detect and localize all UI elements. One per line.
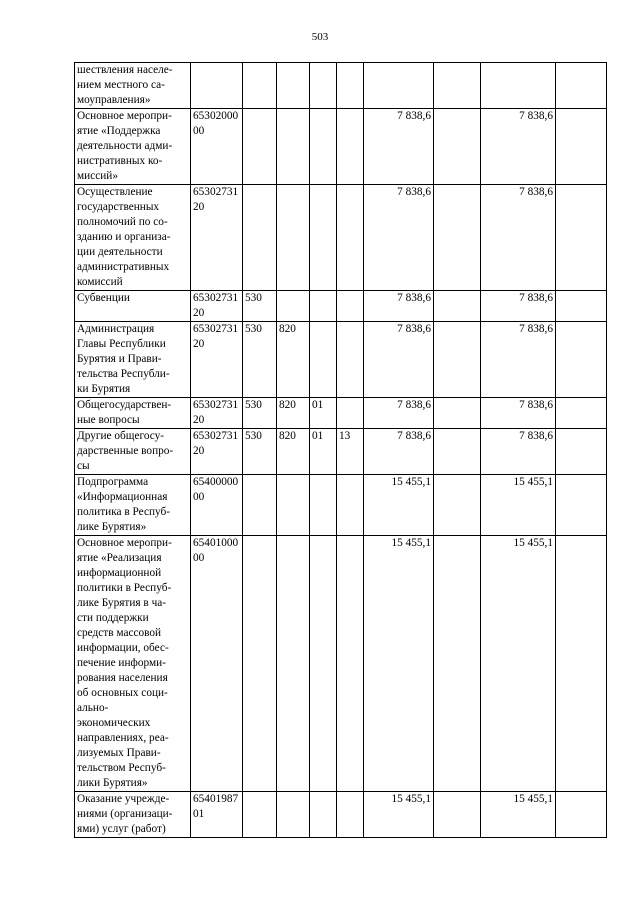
expense-type-cell bbox=[243, 475, 277, 536]
section-cell bbox=[310, 792, 337, 838]
cell-line: «Информационная bbox=[77, 491, 168, 503]
cell-line: полномочий по со- bbox=[77, 216, 168, 228]
empty-cell bbox=[556, 536, 607, 792]
cell-line: ятие «Поддержка bbox=[77, 125, 161, 137]
cell-line: ально- bbox=[77, 702, 109, 714]
table-row bbox=[75, 291, 607, 322]
amount-cell: 7 838,6 bbox=[364, 185, 434, 291]
table-row bbox=[75, 109, 607, 185]
empty-cell bbox=[556, 63, 607, 109]
row-name-cell bbox=[75, 322, 191, 398]
empty-cell bbox=[556, 475, 607, 536]
cell-line: об основных соци- bbox=[77, 687, 168, 699]
grbs-cell bbox=[277, 291, 310, 322]
cell-line: 20 bbox=[193, 338, 205, 350]
empty-cell bbox=[556, 185, 607, 291]
row-name-cell bbox=[75, 63, 191, 109]
grbs-cell bbox=[277, 63, 310, 109]
amount-cell: 7 838,6 bbox=[364, 322, 434, 398]
cell-line: 65302731 bbox=[193, 399, 239, 411]
section-cell bbox=[310, 291, 337, 322]
empty-cell bbox=[434, 536, 481, 792]
cell-line: лизуемых Прави- bbox=[77, 747, 161, 759]
empty-cell bbox=[434, 475, 481, 536]
section-cell bbox=[310, 475, 337, 536]
target-article-cell bbox=[191, 429, 243, 475]
cell-line: Главы Республики bbox=[77, 338, 166, 350]
cell-line: сы bbox=[77, 460, 90, 472]
grbs-cell: 820 bbox=[277, 398, 310, 429]
cell-line: 20 bbox=[193, 307, 205, 319]
cell-line: 65400000 bbox=[193, 476, 239, 488]
section-cell bbox=[310, 185, 337, 291]
target-article-cell bbox=[191, 109, 243, 185]
section-cell bbox=[310, 109, 337, 185]
cell-line: деятельности адми- bbox=[77, 140, 173, 152]
target-article-cell bbox=[191, 792, 243, 838]
empty-cell bbox=[556, 322, 607, 398]
empty-cell bbox=[556, 291, 607, 322]
section-cell bbox=[310, 322, 337, 398]
cell-line: ятие «Реализация bbox=[77, 552, 162, 564]
cell-line: Основное меропри- bbox=[77, 110, 172, 122]
page-number: 503 bbox=[311, 31, 329, 43]
amount-cell: 7 838,6 bbox=[364, 398, 434, 429]
target-article-cell bbox=[191, 475, 243, 536]
expense-type-cell bbox=[243, 536, 277, 792]
grbs-cell bbox=[277, 536, 310, 792]
subsection-cell bbox=[337, 536, 364, 792]
amount-cell: 15 455,1 bbox=[364, 792, 434, 838]
cell-line: 00 bbox=[193, 491, 205, 503]
cell-line: шествления населе- bbox=[77, 64, 173, 76]
subsection-cell bbox=[337, 185, 364, 291]
subsection-cell bbox=[337, 475, 364, 536]
target-article-cell bbox=[191, 398, 243, 429]
cell-line: государственных bbox=[77, 201, 160, 213]
grbs-cell: 820 bbox=[277, 322, 310, 398]
cell-line: 65302731 bbox=[193, 186, 239, 198]
cell-line: 65302731 bbox=[193, 323, 239, 335]
cell-line: 01 bbox=[193, 808, 205, 820]
cell-line: ные вопросы bbox=[77, 414, 140, 426]
empty-cell bbox=[434, 291, 481, 322]
subsection-cell bbox=[337, 322, 364, 398]
section-cell: 01 bbox=[310, 429, 337, 475]
cell-line: Бурятия и Прави- bbox=[77, 353, 162, 365]
expense-type-cell bbox=[243, 63, 277, 109]
cell-line: зданию и организа- bbox=[77, 231, 171, 243]
cell-line: административных bbox=[77, 261, 170, 273]
cell-line: Осуществление bbox=[77, 186, 153, 198]
grbs-cell bbox=[277, 185, 310, 291]
expense-type-cell bbox=[243, 109, 277, 185]
subsection-cell bbox=[337, 63, 364, 109]
cell-line: лике Бурятия в ча- bbox=[77, 597, 167, 609]
row-name-cell bbox=[75, 185, 191, 291]
empty-cell bbox=[556, 792, 607, 838]
empty-cell bbox=[556, 109, 607, 185]
amount-cell: 15 455,1 bbox=[481, 792, 556, 838]
amount-cell: 15 455,1 bbox=[481, 475, 556, 536]
table-row bbox=[75, 322, 607, 398]
row-name-cell bbox=[75, 536, 191, 792]
subsection-cell bbox=[337, 291, 364, 322]
cell-line: ями) услуг (работ) bbox=[77, 823, 166, 835]
cell-line: 65401987 bbox=[193, 793, 239, 805]
empty-cell bbox=[434, 185, 481, 291]
amount-cell: 7 838,6 bbox=[364, 291, 434, 322]
table-row bbox=[75, 792, 607, 838]
section-cell bbox=[310, 536, 337, 792]
empty-cell bbox=[434, 398, 481, 429]
cell-line: Субвенции bbox=[77, 292, 130, 304]
row-name-cell bbox=[75, 109, 191, 185]
amount-cell: 7 838,6 bbox=[481, 322, 556, 398]
cell-line: ции деятельности bbox=[77, 246, 163, 258]
table-row bbox=[75, 429, 607, 475]
cell-line: политики в Респуб- bbox=[77, 582, 172, 594]
subsection-cell bbox=[337, 398, 364, 429]
cell-line: средств массовой bbox=[77, 627, 162, 639]
cell-line: печение информи- bbox=[77, 657, 166, 669]
section-cell: 01 bbox=[310, 398, 337, 429]
table-body bbox=[75, 63, 607, 838]
cell-line: Администрация bbox=[77, 323, 155, 335]
cell-line: политика в Респуб- bbox=[77, 506, 171, 518]
empty-cell bbox=[434, 792, 481, 838]
budget-table bbox=[74, 62, 607, 838]
target-article-cell bbox=[191, 291, 243, 322]
empty-cell bbox=[434, 109, 481, 185]
cell-line: информации, обес- bbox=[77, 642, 169, 654]
subsection-cell: 13 bbox=[337, 429, 364, 475]
grbs-cell bbox=[277, 475, 310, 536]
expense-type-cell: 530 bbox=[243, 322, 277, 398]
cell-line: Подпрограмма bbox=[77, 476, 149, 488]
amount-cell bbox=[364, 63, 434, 109]
amount-cell: 15 455,1 bbox=[364, 475, 434, 536]
target-article-cell bbox=[191, 322, 243, 398]
target-article-cell bbox=[191, 63, 243, 109]
cell-line: рования населения bbox=[77, 672, 168, 684]
table-row bbox=[75, 536, 607, 792]
amount-cell: 7 838,6 bbox=[481, 109, 556, 185]
amount-cell: 7 838,6 bbox=[364, 429, 434, 475]
amount-cell: 7 838,6 bbox=[481, 185, 556, 291]
cell-line: лики Бурятия» bbox=[77, 777, 148, 789]
empty-cell bbox=[556, 398, 607, 429]
empty-cell bbox=[434, 63, 481, 109]
empty-cell bbox=[434, 322, 481, 398]
amount-cell: 15 455,1 bbox=[481, 536, 556, 792]
cell-line: информационной bbox=[77, 567, 162, 579]
grbs-cell bbox=[277, 109, 310, 185]
cell-line: лике Бурятия» bbox=[77, 521, 147, 533]
amount-cell: 7 838,6 bbox=[481, 291, 556, 322]
cell-line: ки Бурятия bbox=[77, 383, 131, 395]
cell-line: Общегосударствен- bbox=[77, 399, 172, 411]
amount-cell: 7 838,6 bbox=[481, 398, 556, 429]
cell-line: 65302731 bbox=[193, 430, 239, 442]
table-row bbox=[75, 398, 607, 429]
cell-line: ниями (организаци- bbox=[77, 808, 173, 820]
cell-line: 65302000 bbox=[193, 110, 239, 122]
grbs-cell: 820 bbox=[277, 429, 310, 475]
expense-type-cell bbox=[243, 185, 277, 291]
cell-line: Основное меропри- bbox=[77, 537, 172, 549]
cell-line: 20 bbox=[193, 445, 205, 457]
cell-line: нистративных ко- bbox=[77, 155, 163, 167]
empty-cell bbox=[556, 429, 607, 475]
cell-line: 20 bbox=[193, 414, 205, 426]
target-article-cell bbox=[191, 536, 243, 792]
expense-type-cell: 530 bbox=[243, 291, 277, 322]
row-name-cell bbox=[75, 475, 191, 536]
row-name-cell bbox=[75, 291, 191, 322]
cell-line: тельством Респуб- bbox=[77, 762, 166, 774]
subsection-cell bbox=[337, 109, 364, 185]
cell-line: тельства Республи- bbox=[77, 368, 170, 380]
cell-line: 20 bbox=[193, 201, 205, 213]
amount-cell: 7 838,6 bbox=[364, 109, 434, 185]
row-name-cell bbox=[75, 398, 191, 429]
expense-type-cell bbox=[243, 792, 277, 838]
amount-cell: 15 455,1 bbox=[364, 536, 434, 792]
target-article-cell bbox=[191, 185, 243, 291]
grbs-cell bbox=[277, 792, 310, 838]
row-name-cell bbox=[75, 429, 191, 475]
cell-line: экономических bbox=[77, 717, 151, 729]
amount-cell bbox=[481, 63, 556, 109]
expense-type-cell: 530 bbox=[243, 398, 277, 429]
subsection-cell bbox=[337, 792, 364, 838]
cell-line: 00 bbox=[193, 125, 205, 137]
section-cell bbox=[310, 63, 337, 109]
cell-line: 65401000 bbox=[193, 537, 239, 549]
row-name-cell bbox=[75, 792, 191, 838]
cell-line: 00 bbox=[193, 552, 205, 564]
cell-line: направлениях, реа- bbox=[77, 732, 169, 744]
cell-line: сти поддержки bbox=[77, 612, 149, 624]
table-row bbox=[75, 185, 607, 291]
empty-cell bbox=[434, 429, 481, 475]
cell-line: нием местного са- bbox=[77, 79, 165, 91]
table-row bbox=[75, 63, 607, 109]
cell-line: 65302731 bbox=[193, 292, 239, 304]
cell-line: Оказание учрежде- bbox=[77, 793, 170, 805]
expense-type-cell: 530 bbox=[243, 429, 277, 475]
cell-line: моуправления» bbox=[77, 94, 151, 106]
amount-cell: 7 838,6 bbox=[481, 429, 556, 475]
cell-line: миссий» bbox=[77, 170, 118, 182]
table-row bbox=[75, 475, 607, 536]
cell-line: комиссий bbox=[77, 276, 123, 288]
cell-line: Другие общегосу- bbox=[77, 430, 165, 442]
cell-line: дарственные вопро- bbox=[77, 445, 174, 457]
